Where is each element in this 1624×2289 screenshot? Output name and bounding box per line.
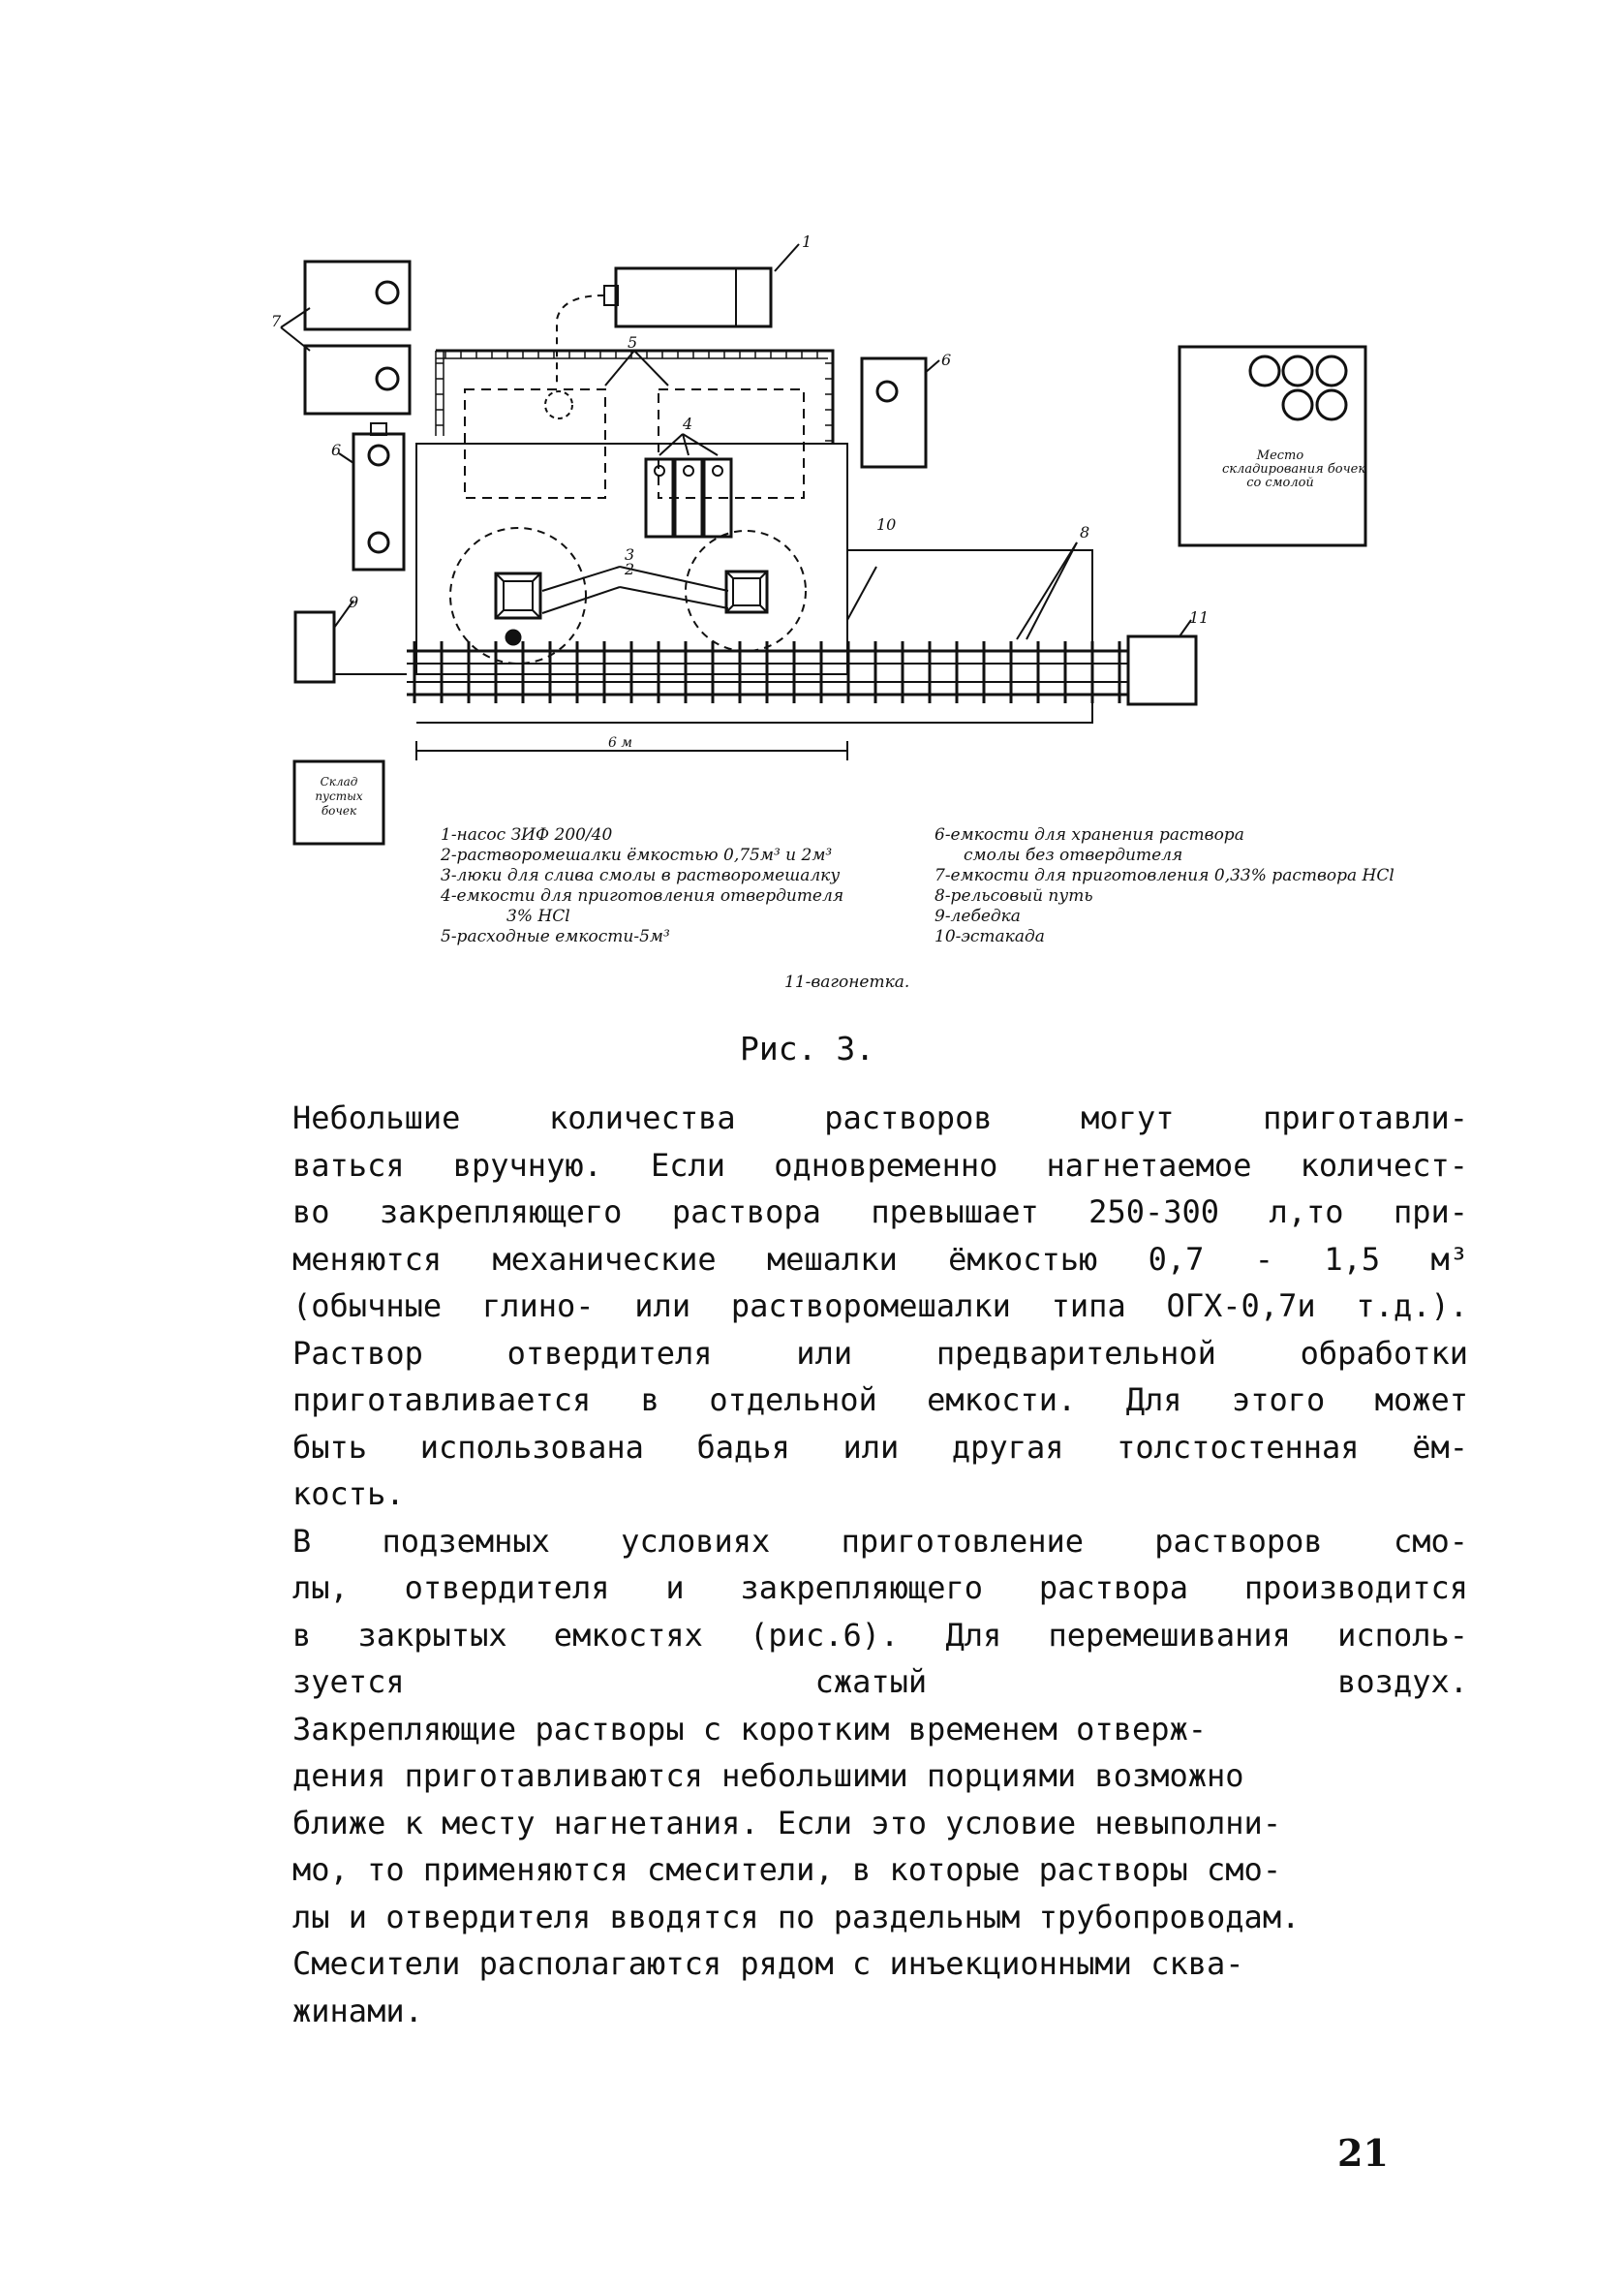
paragraph-1: Небольшие количества растворов могут приготавли- ваться вручную. Если одновременно нагнетаемое количест- во закрепляющего раствора превышает 250-300 л,то при- меняются механические мешалки ёмкостью 0,7 - 1,5 м³ (обычные глино- или растворомешалки типа ОГХ-0,7и т.д.).: [292, 1099, 1468, 1324]
legend-left: 1-насос ЗИФ 200/40 2-растворомешалки ёмкостью 0,75м³ и 2м³ 3-люки для слива смолы в растворомешалку 4-емкости для приготовления отвердителя 3% HCl 5-расходные емкости-5м³: [441, 825, 844, 946]
paragraph-4: Закрепляющие растворы с коротким временем отверж- дения приготавливаются небольшими порциями возможно ближе к месту нагнетания. Если это условие невыполни- мо, то применяются смесители, в которые растворы смо- лы и отвердителя вводятся по раздельным трубопроводам. Смесители располагаются рядом с инъекционными сква- жинами.: [292, 1710, 1301, 2029]
tank-6-right: [862, 358, 926, 467]
callout-6a: 6: [331, 441, 342, 459]
paragraph-3: В подземных условиях приготовление растворов смо- лы, отвердителя и закрепляющего раствора производится в закрытых емкостях (рис.6). Для перемешивания исполь- зуется сжатый воздух.: [292, 1522, 1468, 1700]
winch-9: [295, 612, 334, 682]
figure-caption: Рис. 3.: [740, 1030, 875, 1067]
cart-11: [1128, 636, 1196, 704]
callout-1: 1: [802, 232, 812, 251]
callout-2: 2: [625, 560, 635, 578]
mixer-right: [686, 531, 806, 651]
callout-5: 5: [628, 333, 638, 352]
figure-3-diagram: [0, 0, 1624, 1066]
callout-8: 8: [1080, 523, 1090, 541]
tank-7a: [305, 262, 410, 329]
storage-label: Место складирования бочек со смолой: [1222, 449, 1366, 490]
callout-11: 11: [1189, 608, 1210, 627]
body-text: [209, 1095, 1468, 2034]
callout-10: 10: [876, 515, 897, 534]
callout-4: 4: [683, 415, 693, 433]
legend-bottom: 11-вагонетка.: [784, 973, 910, 992]
empty-barrels-label: Склад пустых бочек: [315, 775, 363, 818]
pump-1: [616, 268, 771, 326]
paragraph-2: Раствор отвердителя или предварительной обработки приготавливается в отдельной емкости. Для этого может быть использована бадья или другая толстостенная ём- кость.: [292, 1334, 1468, 1512]
callout-7: 7: [271, 312, 282, 330]
page-number: 21: [1337, 2131, 1389, 2175]
callout-9: 9: [349, 593, 359, 611]
legend-right: 6-емкости для хранения раствора смолы без отвердителя 7-емкости для приготовления 0,33% раствора HCl 8-рельсовый путь 9-лебедка 10-эстакада: [935, 825, 1394, 946]
callout-6b: 6: [941, 351, 952, 369]
resin-barrel-storage: [1180, 347, 1365, 545]
tank-7b: [305, 346, 410, 414]
tank-6-left: [353, 434, 404, 570]
callout-3: 3: [625, 545, 635, 564]
dimension-label: 6 м: [608, 735, 632, 751]
